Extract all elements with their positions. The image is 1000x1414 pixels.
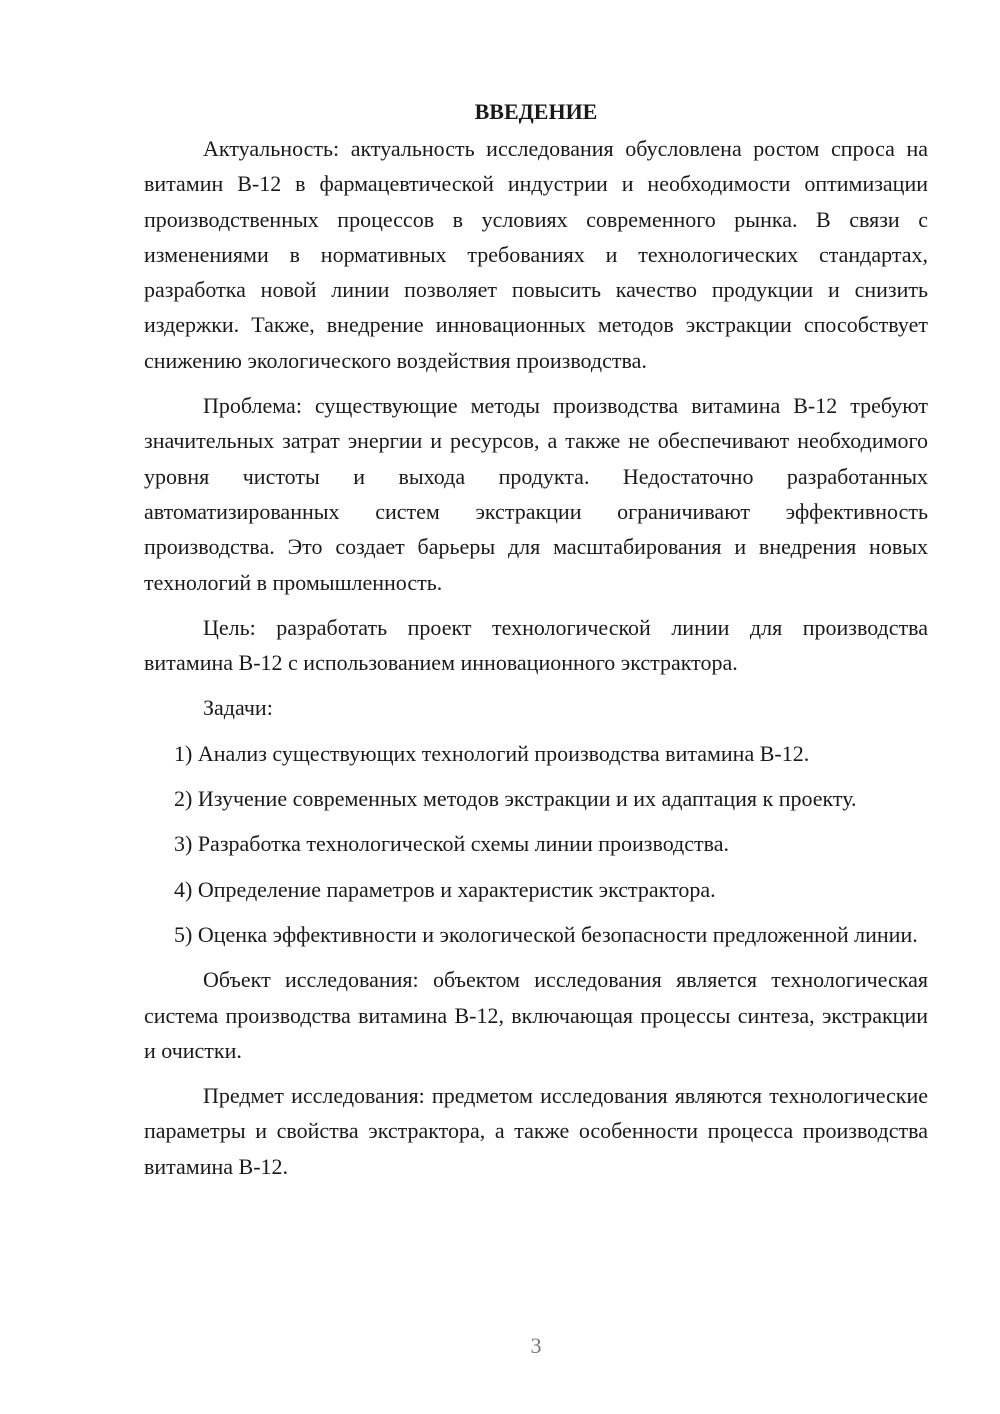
- task-item-5: 5) Оценка эффективности и экологической безопасности предложенной линии.: [174, 921, 918, 947]
- tasks-heading: Задачи:: [203, 695, 273, 721]
- paragraph-object: Объект исследования: объектом исследования является технологическая система производства витамина B-12, включающая процессы синтеза, экстракции и очистки.: [144, 967, 928, 1063]
- paragraph-relevance: Актуальность: актуальность исследования обусловлена ростом спроса на витамин B-12 в фармацевтической индустрии и необходимости оптимизации производственных процессов в условиях современного рынка. В связи с изменениями в нормативных требованиях и технологических стандартах, разработка новой линии позволяет повысить качество продукции и снизить издержки. Также, внедрение инновационных методов экстракции способствует снижению экологического воздействия производства.: [144, 136, 928, 373]
- page-number: 3: [530, 1333, 542, 1358]
- paragraph-subject: Предмет исследования: предметом исследования являются технологические параметры и свойства экстрактора, а также особенности процесса производства витамина B-12.: [144, 1083, 928, 1179]
- paragraph-problem: Проблема: существующие методы производства витамина B-12 требуют значительных затрат энергии и ресурсов, а также не обеспечивают необходимого уровня чистоты и выхода продукта. Недостаточно разработанных автоматизированных систем экстракции ограничивают эффективность производства. Это создает барьеры для масштабирования и внедрения новых технологий в промышленность.: [144, 393, 928, 595]
- task-item-1: 1) Анализ существующих технологий производства витамина B-12.: [174, 740, 810, 766]
- task-item-4: 4) Определение параметров и характеристик экстрактора.: [174, 876, 716, 902]
- task-item-2: 2) Изучение современных методов экстракции и их адаптация к проекту.: [174, 786, 857, 812]
- page-content: [144, 94, 928, 1194]
- task-item-3: 3) Разработка технологической схемы линии производства.: [174, 831, 729, 857]
- section-title: ВВЕДЕНИЕ: [474, 99, 598, 124]
- paragraph-goal: Цель: разработать проект технологической линии для производства витамина B-12 с использованием инновационного экстрактора.: [144, 614, 928, 676]
